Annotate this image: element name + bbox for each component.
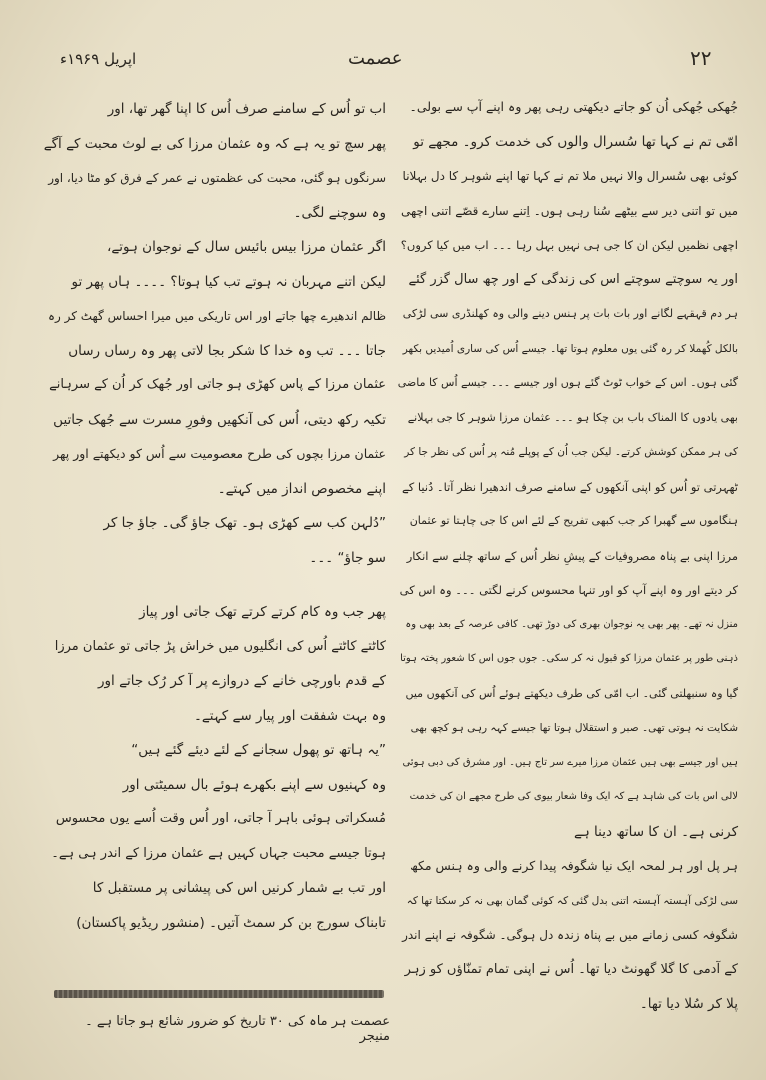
text-line: ہنگاموں سے گھبرا کر جب کبھی تفریح کے لئے اس کا جی چاہتا تو عثمان (409, 514, 738, 527)
right-text-column (397, 90, 738, 1012)
text-line: گئی ہوں۔ اس کے خواب ٹوٹ گئے ہوں اور جیسے ۔۔۔ جیسے اُس کا ماضی (397, 376, 738, 389)
text-line: اب تو اُس کے سامنے صرف اُس کا اپنا گھر تھا، اور (107, 101, 386, 117)
text-line: مرزا اپنی بے پناہ مصروفیات کے پیشِ نظر اُس کے ساتھ چلنے سے انکار (406, 548, 738, 563)
text-line: وہ سوچنے لگی۔ (293, 204, 386, 221)
text-line: سو جاؤ“ ۔۔۔ (309, 549, 386, 566)
magazine-title: عصمت (348, 48, 403, 69)
text-line: اور یہ سوچتے سوچتے اس کی زندگی کے اور چھ سال گزر گئے (408, 271, 738, 287)
text-line: اپنے مخصوص انداز میں کہتے۔ (217, 480, 386, 497)
text-line: ”دُلہن کب سے کھڑی ہو۔ تھک جاؤ گی۔ جاؤ جا کر (103, 515, 386, 531)
text-line: پھر جب وہ کام کرتے کرتے تھک جاتی اور پیاز (139, 604, 386, 620)
text-line: اچھی نظمیں لیکن ان کا جی ہی نہیں بہل رہا ۔۔۔ اب میں کیا کروں؟ (400, 238, 738, 252)
text-line: میں تو اتنی دیر سے بیٹھے سُنا رہی ہوں۔ اِتنے سارے قصّے اتنی اچھی (401, 203, 738, 218)
page-number: ۲۲ (690, 46, 712, 70)
text-line: کے قدم باورچی خانے کے دروازے پر آ کر رُک جاتے اور (98, 673, 386, 689)
publisher-note: عصمت ہر ماہ کی ۳۰ تاریخ کو ضرور شائع ہو جاتا ہے ۔ منیجر (85, 1014, 390, 1044)
text-line: سی لڑکی آہستہ آہستہ اتنی بدل گئی کہ کوئی گمان بھی نہ کر سکتا تھا کہ (406, 894, 738, 907)
text-line: کر دیتے اور وہ اپنے آپ کو اور تنہا محسوس کرنے لگتی ۔۔۔ وہ اس کی (399, 583, 738, 597)
text-line: ٹھہرتی تو اُس کو اپنی آنکھوں کے سامنے صرف اندھیرا نظر آتا۔ دُنیا کے (402, 479, 738, 494)
text-line: بھی یادوں کا المناک باب بن چکا ہو ۔۔۔ عثمان مرزا شوہر کا جی بہلانے (407, 410, 738, 424)
left-text-column (44, 92, 386, 952)
text-line: عثمان مرزا بچوں کی طرح معصومیت سے اُس کو دیکھتے اور پھر (53, 446, 386, 461)
text-line: جُھکی جُھکی اُن کو جاتے دیکھتی رہی پھر وہ اپنے آپ سے بولی۔ (409, 99, 738, 114)
text-line: کاٹتے کاٹتے اُس کی انگلیوں میں خراش پڑ جاتی تو عثمان مرزا (54, 638, 386, 654)
text-line: بالکل کُھملا کر رہ گئی یوں معلوم ہوتا تھا۔ جیسے اُس کی ساری اُمیدیں بکھر (402, 342, 738, 355)
text-line: ذہنی طور پر عثمان مرزا کو قبول نہ کر سکی۔ جوں جوں اس کا شعور پختہ ہوتا (400, 653, 738, 664)
issue-date: اپریل ۱۹۶۹ء (60, 50, 137, 68)
text-line: کرنی ہے۔ ان کا ساتھ دینا ہے (573, 823, 738, 840)
text-line: ہیں اور جیسے بھی ہیں عثمان مرزا میرے سر تاج ہیں۔ اور مشرق کی دبی ہوئی (402, 756, 738, 768)
text-line: مُسکراتی ہوئی باہر آ جاتی، اور اُس وقت اُسے یوں محسوس (55, 811, 386, 826)
text-line: پلا کر سُلا دیا تھا۔ (639, 996, 738, 1012)
text-line: منزل نہ تھے۔ پھر بھی یہ نوجوان بھری کی دوڑ تھی۔ کافی عرصہ کے بعد بھی وہ (405, 618, 738, 630)
text-line: شگوفہ کسی زمانے میں بے پناہ زندہ دل ہوگی۔ شگوفہ نے اپنے اندر (402, 928, 738, 942)
text-line: ہر پل اور ہر لمحہ ایک نیا شگوفہ پیدا کرنے والی وہ ہنس مکھ (410, 858, 738, 873)
text-line: کوئی بھی سُسرال والا نہیں ملا تم نے کہا تھا اپنے شوہر کا دل بہلانا (402, 169, 738, 183)
text-line: اگر عثمان مرزا بیس بائیس سال کے نوجوان ہوتے، (106, 239, 386, 255)
text-line: ہوتا جیسے محبت جہاں کہیں ہے عثمان مرزا کے اندر ہی ہے۔ (51, 845, 386, 861)
text-line: ظالم اندھیرے چھا جاتے اور اس تاریکی میں میرا احساس گھٹ کر رہ (47, 309, 386, 323)
text-line: گیا وہ سنبھلتی گئی۔ اب امّی کی طرف دیکھتے ہوئے اُس کی آنکھوں میں (405, 686, 738, 700)
text-line: کے آدمی کا گلا گھونٹ دیا تھا۔ اُس نے اپنی تمام تمنّاؤں کو زہر (404, 961, 738, 977)
text-line: سرنگوں ہو گئی، محبت کی عظمتوں نے عمر کے فرق کو مٹا دیا، اور (48, 171, 386, 185)
text-line: عثمان مرزا کے پاس کھڑی ہو جاتی اور جُھک کر اُن کے سرہانے (49, 377, 386, 392)
text-line: امّی تم نے کہا تھا سُسرال والوں کی خدمت کرو۔ مجھے تو (413, 133, 738, 150)
text-line: وہ بہت شفقت اور پیار سے کہتے۔ (193, 707, 386, 724)
text-line: لالی اس بات کی شاہد ہے کہ ایک وفا شعار بیوی کی طرح مجھے ان کی خدمت (409, 791, 738, 802)
text-line: وہ کہنیوں سے اپنے بکھرے ہوئے بال سمیٹتی اور (122, 776, 386, 793)
page-header (0, 44, 766, 84)
paragraph-gap (44, 575, 386, 595)
text-line: اور تب بے شمار کرنیں اس کی پیشانی پر مستقبل کا (92, 880, 386, 896)
text-line: کی ہر ممکن کوشش کرتے۔ لیکن جب اُن کے پوپلے مُنہ پر اُس کی نظر جا کر (404, 446, 738, 458)
text-line: جاتا ۔۔۔ تب وہ خدا کا شکر بجا لاتی پھر وہ رساں رساں (68, 342, 386, 359)
text-line: ”یہ ہاتھ تو پھول سجانے کے لئے دیئے گئے ہیں“ (131, 742, 386, 758)
footer-divider (54, 990, 384, 998)
text-line: تکیہ رکھ دیتی، اُس کی آنکھیں وفورِ مسرت سے جُھک جاتیں (53, 411, 386, 428)
text-line: پھر سچ تو یہ ہے کہ وہ عثمان مرزا کی بے لوث محبت کے آگے (43, 135, 386, 152)
text-line: تابناک سورج بن کر سمٹ آتیں۔ (منشور ریڈیو پاکستان) (76, 914, 386, 931)
text-line: ہر دم قہقہے لگانے اور بات بات پر ہنس دینے والی وہ کھلنڈری سی لڑکی (402, 307, 738, 320)
text-line: شکایت نہ ہوتی تھی۔ صبر و استقلال ہوتا تھا جیسے کہہ رہی ہو کچھ بھی (410, 722, 738, 734)
text-line: لیکن اتنے مہربان نہ ہوتے تب کیا ہوتا؟ ۔۔۔۔ ہاں پھر تو (71, 273, 386, 290)
